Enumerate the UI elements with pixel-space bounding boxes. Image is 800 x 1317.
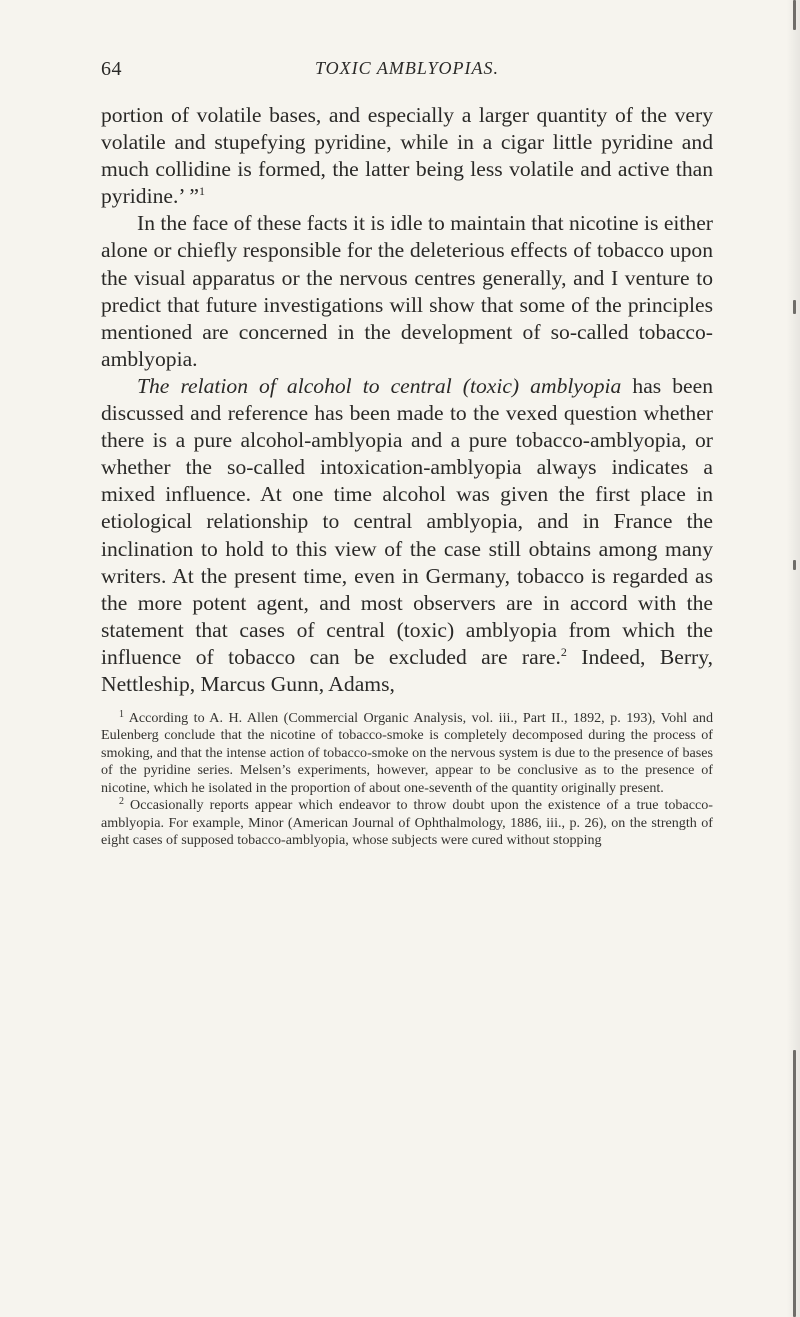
paragraph [101,210,713,373]
footnote [101,710,713,797]
paragraph-text: portion of volatile bases, and especially a larger quantity of the very volatile and stupefying pyridine, while in a cigar little pyridine and much collidine is formed, the latter being less volatile and active than pyridine.’ ” [101,103,713,209]
paragraph-text: In the face of these facts it is idle to maintain that nicotine is either alone or chiefly responsible for the deleterious effects of tobacco upon the visual apparatus or the nervous centres generally, and I venture to predict that future investigations will show that some of the principles mentioned are concerned in the development of so-called tobacco-amblyopia. [101,211,713,371]
page-edge-mark [793,0,796,30]
footnote-text: According to A. H. Allen (Commercial Organic Analysis, vol. iii., Part II., 1892, p. 193), Vohl and Eulenberg conclude that the nicotine of tobacco-smoke is completely decomposed during the process of smoking, and that the intense action of tobacco-smoke on the nervous system is due to the presence of bases of the pyridine series. Melsen’s experiments, however, appear to be conclusive as to the presence of nicotine, which he isolated in the proportion of about one-seventh of the quantity originally present. [101,710,713,796]
footnote-ref: 1 [198,184,205,199]
italic-phrase: The relation of alcohol to central (toxic) amblyopia [137,373,622,398]
footnote-text: Occasionally reports appear which endeavor to throw doubt upon the existence of a true tobacco-amblyopia. For example, Minor (American Journal of Ophthalmology, 1886, iii., p. 26), on the strength of eight cases of supposed tobacco-amblyopia, whose subjects were cured without stopping [101,797,713,848]
page-number: 64 [101,58,122,80]
footnote-ref: 2 [560,644,567,659]
running-title: TOXIC AMBLYOPIAS. [315,58,499,78]
page-edge-mark [793,1050,796,1317]
paragraph-text: Indeed, Berry, Nettleship, Marcus Gunn, Adams, [101,644,713,696]
book-page [101,58,713,849]
running-head [101,58,713,92]
footnotes [101,710,713,849]
body-text [101,102,713,698]
footnote-mark: 2 [119,796,124,808]
footnote-mark: 1 [119,709,124,721]
paragraph-continuation [101,102,713,210]
paragraph-text: has been discussed and reference has been made to the vexed question whether there is a pure alcohol-amblyopia and a pure tobacco-amblyopia, or whether the so-called intoxication-amblyopia always indicates a mixed influence. At one time alcohol was given the first place in etiological relationship to central amblyopia, and in France the inclination to hold to this view of the case still obtains among many writers. At the present time, even in Germany, tobacco is regarded as the more potent agent, and most observers are in accord with the statement that cases of central (toxic) amblyopia from which the influence of tobacco can be excluded are rare. [101,373,713,669]
footnote [101,797,713,849]
page-edge-mark [793,560,796,570]
page-edge-mark [793,300,796,314]
paragraph [101,373,713,698]
